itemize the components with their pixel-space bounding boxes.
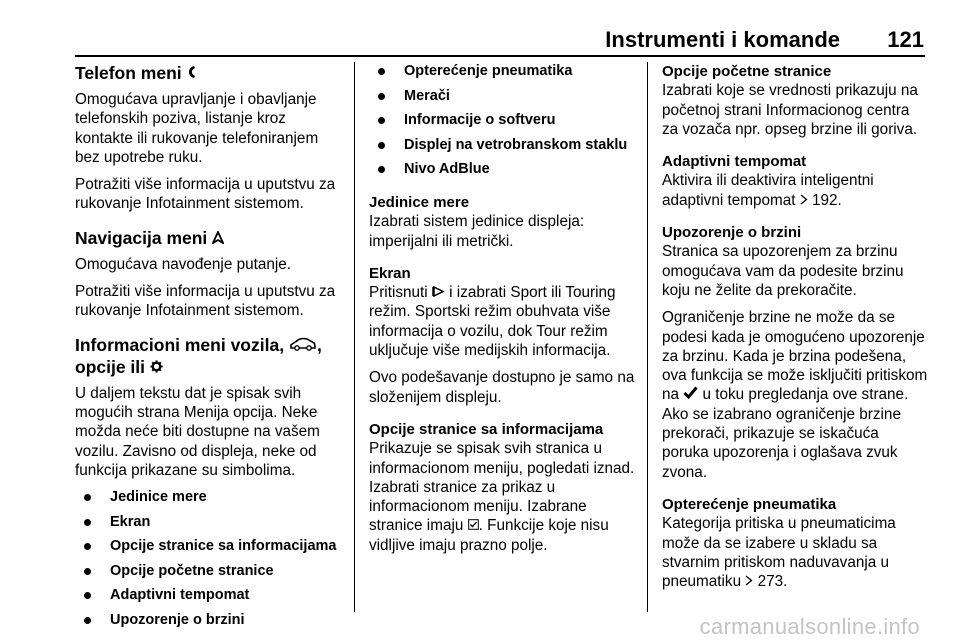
paragraph: Potražiti više informacija u uputstvu za rukovanje Infotainment sistemom. [75, 176, 336, 213]
phone-icon [187, 62, 197, 84]
navigation-arrow-icon [212, 227, 224, 249]
page-reference-arrow-icon [745, 572, 753, 591]
gear-icon [150, 356, 163, 378]
heading-text: , [316, 334, 322, 355]
paragraph [662, 171, 928, 210]
list-item: Upozorenje o brzini [75, 611, 347, 630]
column-divider [354, 62, 355, 612]
checkbox-icon [468, 516, 479, 535]
car-icon [289, 334, 317, 356]
paragraph [662, 514, 928, 591]
subsection-heading: Opcije stranice sa informacijama [369, 420, 604, 438]
section-info-page-options [369, 420, 641, 555]
column-3 [662, 62, 928, 604]
option-list [369, 62, 641, 179]
subsection-heading: Upozorenje o brzini [662, 224, 802, 242]
subsection-heading: Jedinice mere [369, 194, 470, 211]
column-2 [369, 62, 641, 568]
list-item: Adaptivni tempomat [75, 586, 347, 605]
heading-text: Informacioni meni vozila, [75, 334, 285, 355]
section-heading [75, 227, 347, 249]
subsection-heading: Opcije početne stranice [662, 63, 832, 80]
section-tyre-load [662, 495, 928, 591]
list-item: Opterećenje pneumatika [369, 62, 641, 81]
column-divider [647, 62, 648, 612]
column-1 [75, 62, 347, 640]
paragraph [369, 439, 641, 555]
list-item: Nivo AdBlue [369, 160, 641, 179]
list-item: Jedinice mere [75, 488, 347, 507]
subsection-heading: Adaptivni tempomat [662, 153, 807, 171]
page-header-title: Instrumenti i komande [605, 27, 840, 52]
section-adaptive-cruise [662, 152, 928, 210]
heading-text: Navigacija meni [75, 227, 208, 248]
text-run: Kategorija pritiska u pneumaticima može da se izabere u skladu sa stvarnim pritiskom naduvavanja u pneumatiku [662, 515, 896, 591]
section-screen [369, 264, 641, 407]
paragraph [662, 308, 928, 482]
list-item: Opcije početne stranice [75, 562, 347, 581]
heading-text: opcije ili [75, 356, 146, 377]
text-run: Aktivira ili deaktivira inteligentni adaptivni tempomat [662, 172, 874, 209]
list-item: Merači [369, 87, 641, 106]
text-run: i izabrati Sport ili Touring režim. Sportski režim obuhvata više informacija o vozilu, dok Tour režim uključuje više medijskih informacija. [369, 284, 616, 360]
section-navigation-menu [75, 227, 347, 321]
section-heading [75, 334, 347, 378]
section-vehicle-info-menu [75, 334, 347, 630]
text-run: u toku pregledanja ove strane. Ako se izabrano ograničenje brzine prekorači, prikazuje se iskačuća poruka upozorenja i oglašava zvuk zvona. [662, 386, 909, 481]
text-run: Prikazuje se spisak svih stranica u informacionom meniju, pogledati iznad. Izabrati stranice za prikaz u informacionom meniju. Izabrane stranice imaju [369, 440, 635, 535]
paragraph: Ovo podešavanje dostupno je samo na složenijem displeju. [369, 369, 635, 406]
page-reference-arrow-icon [800, 191, 808, 210]
page-reference: 192. [812, 191, 842, 209]
paragraph: Omogućava navođenje putanje. [75, 255, 292, 273]
paragraph [369, 283, 641, 360]
checkmark-icon [683, 385, 698, 404]
page-number: 121 [887, 27, 924, 52]
paragraph: Omogućava upravljanje i obavljanje telefonskih poziva, listanje kroz kontakte ili rukovanje telefoniranjem bez upotrebe ruku. [75, 91, 319, 166]
subsection-heading: Opterećenje pneumatika [662, 495, 837, 513]
text-run: Pritisnuti [369, 284, 428, 302]
watermark: carmanualsonline.info [699, 614, 920, 639]
section-units [369, 193, 641, 251]
text-run: . Funkcije koje nisu vidljive imaju prazno polje. [369, 517, 609, 554]
paragraph: Izabrati koje se vrednosti prikazuju na početnoj strani Informacionog centra za vozača npr. opseg brzine ili goriva. [662, 82, 918, 138]
paragraph: U daljem tekstu dat je spisak svih mogućih strana Menija opcija. Neke možda neće biti dostupne na vašem vozilu. Zavisno od displeja, neke od funkcija prikazane su simbolima. [75, 384, 320, 479]
section-heading [75, 62, 347, 84]
subsection-heading: Ekran [369, 264, 411, 282]
section-speed-warning [662, 223, 928, 482]
page-reference: 273. [757, 573, 788, 591]
paragraph: Stranica sa upozorenjem za brzinu omogućava vam da podesite brzinu koju ne želite da prekoračite. [662, 243, 904, 299]
section-phone-menu [75, 62, 347, 214]
list-item: Informacije o softveru [369, 111, 641, 130]
section-home-page-options [662, 62, 928, 139]
play-right-icon [432, 283, 445, 302]
heading-text: Telefon meni [75, 63, 182, 83]
paragraph: Izabrati sistem jedinice displeja: imperijalni ili metrički. [369, 213, 585, 250]
list-item: Ekran [75, 513, 347, 532]
option-list [75, 488, 347, 630]
list-item: Displej na vetrobranskom staklu [369, 136, 641, 155]
list-item: Opcije stranice sa informacijama [75, 537, 347, 556]
header-divider [75, 55, 925, 57]
paragraph: Potražiti više informacija u uputstvu za rukovanje Infotainment sistemom. [75, 283, 336, 320]
text-run: Ograničenje brzine ne može da se podesi kada je omogućeno upozorenje za brzinu. Kada je brzina podešena, ova funkcija se može isključiti pritiskom na [662, 309, 928, 404]
